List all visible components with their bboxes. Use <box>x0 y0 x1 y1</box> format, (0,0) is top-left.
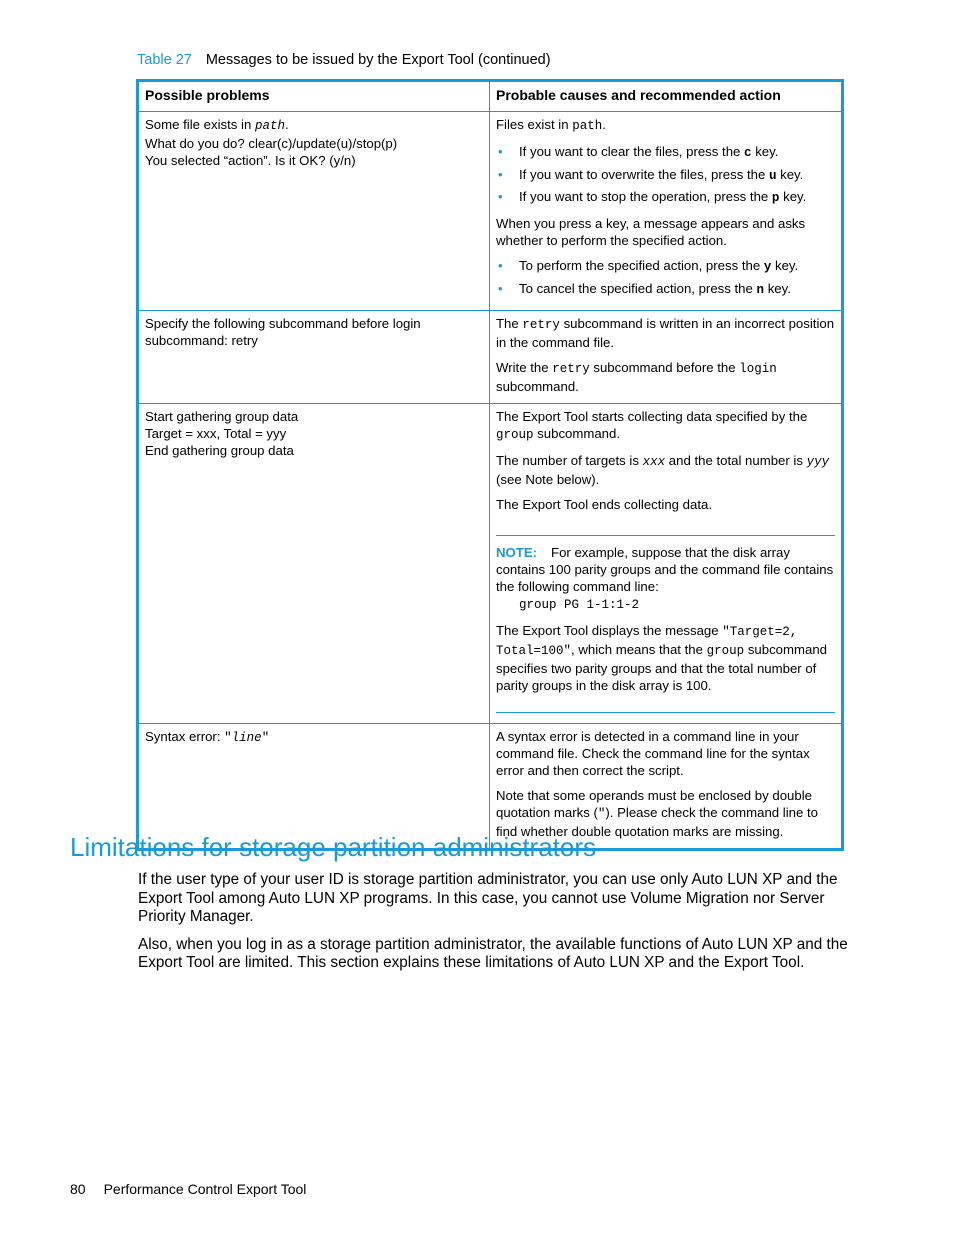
problem-line: Start gathering group data <box>145 409 299 424</box>
paragraph: Also, when you log in as a storage partition administrator, the available functions of Auto LUN XP and the Export Tool are limited. This section explains these limitations of Auto LUN XP and the Export Tool. <box>138 935 848 971</box>
text: key. <box>751 144 779 159</box>
cause-text: The Export Tool ends collecting data. <box>496 497 713 512</box>
key-code: c <box>744 146 752 160</box>
table-caption <box>137 51 551 69</box>
text: key. <box>776 166 804 182</box>
cause-text: A syntax error is detected in a command line in your command file. Check the command line for the syntax error and then correct the script. <box>496 729 810 778</box>
text: For example, suppose that the disk array contains 100 parity groups and the command file contains the following command line: <box>496 545 834 594</box>
text: , which means that the <box>571 642 707 657</box>
text: Note that some operands must be enclosed by double quotation marks ( <box>496 788 812 820</box>
cause-text <box>496 452 835 488</box>
bullet-icon: • <box>498 280 503 296</box>
text: Write the <box>496 360 553 375</box>
table-row <box>138 311 843 404</box>
code-line: line <box>231 731 262 745</box>
code-yyy: yyy <box>806 455 830 469</box>
page-footer <box>70 1180 306 1198</box>
problem-line: Target = xxx, Total = yyy <box>145 426 287 441</box>
table-header-row <box>138 81 843 112</box>
list-item <box>496 280 835 299</box>
text: Files exist in <box>496 117 573 132</box>
key-code: p <box>771 191 780 205</box>
list-item <box>496 166 835 185</box>
header-probable-causes: Probable causes and recommended action <box>490 81 843 112</box>
cause-text: When you press a key, a message appears and asks whether to perform the specified action. <box>496 216 806 248</box>
list-item <box>496 143 835 162</box>
text: The number of targets is <box>496 453 643 468</box>
code-login: login <box>739 362 777 376</box>
text: key. <box>779 189 807 204</box>
code-group: group <box>706 644 745 658</box>
table-title: Messages to be issued by the Export Tool (continued) <box>205 52 551 68</box>
text: . <box>602 117 606 132</box>
key-code: y <box>763 260 772 274</box>
text: ). Please check the command line to find whether double quotation marks are missing. <box>496 805 818 839</box>
text: If you want to clear the files, press the <box>519 144 745 159</box>
text: . <box>284 117 289 132</box>
problem-line: End gathering group data <box>145 443 294 458</box>
note-text <box>496 622 835 694</box>
text: The Export Tool starts collecting data specified by the <box>496 409 808 424</box>
text: and the total number is <box>665 453 807 468</box>
text: subcommand is written in an incorrect position in the command file. <box>496 316 835 350</box>
command-line-example: group PG 1-1:1-2 <box>519 598 640 612</box>
confirm-options-list <box>496 257 835 299</box>
table-row <box>138 404 843 724</box>
key-options-list <box>496 143 835 207</box>
text: The Export Tool displays the message <box>496 623 723 638</box>
footer-title: Performance Control Export Tool <box>103 1181 307 1197</box>
list-item <box>496 188 835 207</box>
list-item <box>496 257 835 276</box>
note-label: NOTE: <box>496 545 538 560</box>
header-possible-problems: Possible problems <box>138 81 490 112</box>
key-code: u <box>768 168 777 183</box>
code-message: "Target=2, Total=100" <box>496 625 798 658</box>
code-path: path <box>572 119 603 133</box>
messages-table <box>136 79 844 851</box>
problem-cell <box>138 112 490 311</box>
text: Some file exists in <box>145 117 255 132</box>
code-path: path <box>254 119 285 133</box>
paragraph: If the user type of your user ID is storage partition administrator, you can use only Auto LUN XP and the Export Tool among Auto LUN XP programs. In this case, you cannot use Volume Migration nor Server Priority Manager. <box>138 871 838 925</box>
code-group: group <box>496 428 534 442</box>
code-retry: retry <box>552 362 590 376</box>
problem-cell <box>138 404 490 724</box>
cause-cell <box>490 112 843 311</box>
bullet-icon: • <box>498 144 503 159</box>
table-number: Table 27 <box>137 52 192 68</box>
bullet-icon: • <box>498 166 503 182</box>
text: If you want to stop the operation, press the <box>519 189 772 204</box>
cause-text <box>496 315 835 351</box>
table-row <box>138 112 843 311</box>
text: The <box>496 316 523 331</box>
text: key. <box>771 258 799 273</box>
note-text <box>496 544 835 595</box>
text: subcommand. <box>533 426 621 441</box>
cause-cell <box>490 404 843 724</box>
text: subcommand specifies two parity groups and that the total number of parity groups in the disk array is 100. <box>496 642 827 693</box>
note-box <box>496 535 835 713</box>
text: subcommand before the <box>589 360 740 375</box>
quote-mark: " <box>224 731 232 745</box>
problem-line: You selected “action”. Is it OK? (y/n) <box>145 153 356 168</box>
text: If you want to overwrite the files, press the <box>519 166 769 182</box>
text: key. <box>764 280 791 296</box>
page-number: 80 <box>70 1181 86 1197</box>
cause-text <box>496 116 835 135</box>
section-heading: Limitations for storage partition administrators <box>70 832 597 862</box>
problem-line: What do you do? clear(c)/update(u)/stop(p) <box>145 136 398 151</box>
text: To perform the specified action, press the <box>519 258 764 273</box>
cause-cell <box>490 311 843 404</box>
code-xxx: xxx <box>642 455 666 469</box>
problem-cell: Specify the following subcommand before login subcommand: retry <box>138 311 490 404</box>
code-retry: retry <box>522 318 560 332</box>
text: subcommand. <box>496 379 579 394</box>
problem-line <box>145 116 483 135</box>
section-body <box>138 871 850 982</box>
text: To cancel the specified action, press the <box>519 280 757 296</box>
text: Syntax error: <box>145 729 225 744</box>
cause-text <box>496 408 835 444</box>
bullet-icon: • <box>498 258 503 273</box>
text: (see Note below). <box>496 472 600 487</box>
quote-mark: " <box>261 731 270 745</box>
code-quote: " <box>597 807 606 821</box>
bullet-icon: • <box>498 189 503 204</box>
key-code: n <box>756 282 765 297</box>
cause-text <box>496 359 835 395</box>
